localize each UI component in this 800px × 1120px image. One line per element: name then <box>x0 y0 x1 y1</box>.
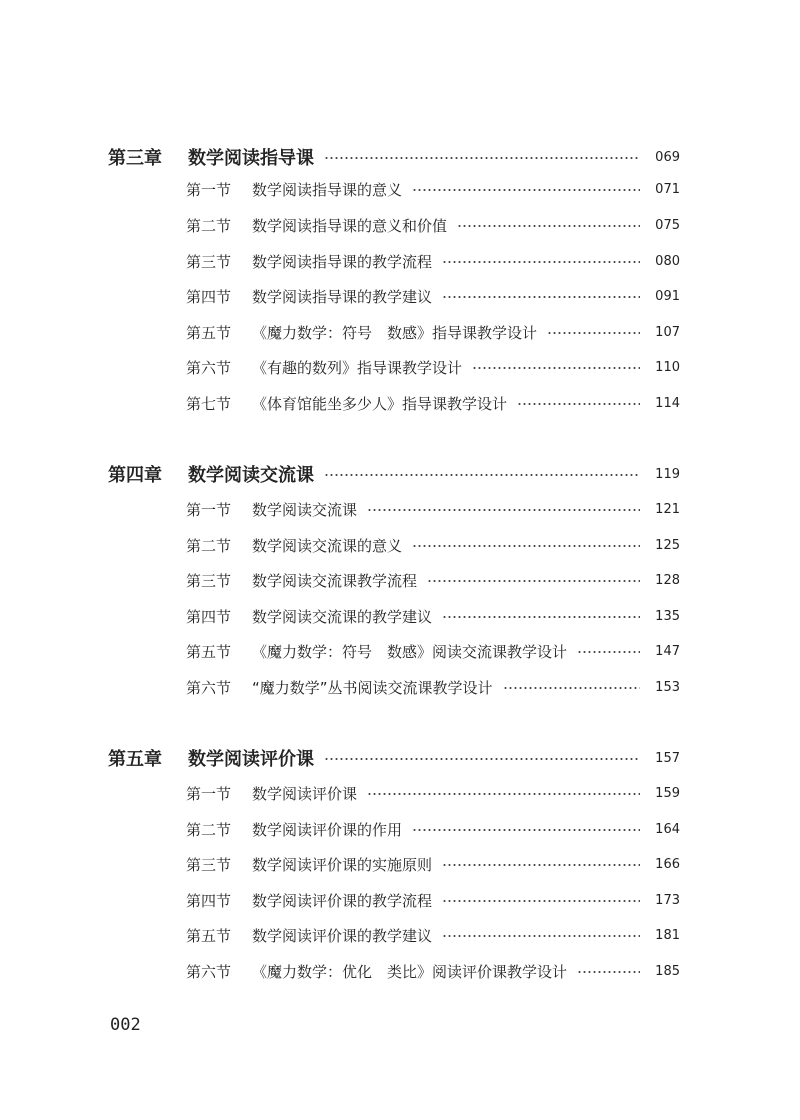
section-row <box>186 780 680 806</box>
section-title: 数学阅读指导课的意义 <box>252 180 403 199</box>
section-row <box>186 851 680 877</box>
section-number: 第一节 <box>186 180 232 199</box>
section-row <box>186 283 680 309</box>
dot-leader <box>427 575 640 585</box>
dot-leader <box>442 930 640 940</box>
dot-leader <box>324 753 640 763</box>
section-page: 147 <box>655 643 680 659</box>
dot-leader <box>472 362 640 372</box>
section-title: “魔力数学”丛书阅读交流课教学设计 <box>252 678 493 697</box>
chapter-row <box>108 461 680 487</box>
section-title: 数学阅读交流课的意义 <box>252 536 403 555</box>
section-row <box>186 674 680 700</box>
section-page: 110 <box>655 359 680 375</box>
section-page: 135 <box>655 608 680 624</box>
section-page: 125 <box>655 537 680 553</box>
section-row <box>186 638 680 664</box>
section-number: 第二节 <box>186 216 232 235</box>
section-number: 第六节 <box>186 962 232 981</box>
section-number: 第四节 <box>186 607 232 626</box>
chapter-title: 数学阅读指导课 <box>188 148 314 169</box>
section-title: 数学阅读指导课的意义和价值 <box>252 216 448 235</box>
dot-leader <box>442 291 640 301</box>
chapter-page: 119 <box>655 466 680 482</box>
section-number: 第七节 <box>186 394 232 413</box>
section-row <box>186 887 680 913</box>
section-title: 数学阅读评价课 <box>252 784 358 803</box>
section-row <box>186 496 680 522</box>
chapter-page: 069 <box>655 149 680 165</box>
section-title: 数学阅读评价课的教学建议 <box>252 926 433 945</box>
section-title: 《魔力数学：优化 类比》阅读评价课教学设计 <box>252 962 568 981</box>
section-number: 第六节 <box>186 678 232 697</box>
section-page: 121 <box>655 501 680 517</box>
section-number: 第三节 <box>186 252 232 271</box>
section-page: 114 <box>655 395 680 411</box>
section-number: 第一节 <box>186 784 232 803</box>
section-title: 数学阅读指导课的教学流程 <box>252 252 433 271</box>
section-title: 《魔力数学：符号 数感》指导课教学设计 <box>252 323 538 342</box>
chapter-page: 157 <box>655 750 680 766</box>
chapter-title: 数学阅读交流课 <box>188 465 314 486</box>
section-page: 153 <box>655 679 680 695</box>
section-row <box>186 319 680 345</box>
dot-leader <box>367 504 640 514</box>
dot-leader <box>442 859 640 869</box>
section-page: 075 <box>655 217 680 233</box>
section-title: 数学阅读评价课的教学流程 <box>252 891 433 910</box>
section-number: 第四节 <box>186 287 232 306</box>
section-title: 《体育馆能坐多少人》指导课教学设计 <box>252 394 508 413</box>
section-title: 数学阅读交流课 <box>252 500 358 519</box>
section-row <box>186 212 680 238</box>
dot-leader <box>442 895 640 905</box>
section-number: 第二节 <box>186 536 232 555</box>
section-page: 071 <box>655 181 680 197</box>
dot-leader <box>577 646 640 656</box>
section-page: 166 <box>655 856 680 872</box>
section-number: 第一节 <box>186 500 232 519</box>
section-page: 107 <box>655 324 680 340</box>
dot-leader <box>324 152 640 162</box>
chapter-row <box>108 144 680 170</box>
section-number: 第五节 <box>186 926 232 945</box>
section-row <box>186 532 680 558</box>
section-page: 080 <box>655 253 680 269</box>
section-page: 091 <box>655 288 680 304</box>
section-title: 数学阅读评价课的作用 <box>252 820 403 839</box>
section-number: 第五节 <box>186 642 232 661</box>
section-number: 第六节 <box>186 358 232 377</box>
section-number: 第三节 <box>186 571 232 590</box>
section-title: 《有趣的数列》指导课教学设计 <box>252 358 463 377</box>
section-row <box>186 922 680 948</box>
section-title: 数学阅读交流课教学流程 <box>252 571 418 590</box>
section-title: 数学阅读交流课的教学建议 <box>252 607 433 626</box>
chapter-number: 第四章 <box>108 465 162 486</box>
section-row <box>186 248 680 274</box>
section-number: 第五节 <box>186 323 232 342</box>
dot-leader <box>547 327 640 337</box>
dot-leader <box>577 966 640 976</box>
dot-leader <box>442 256 640 266</box>
section-page: 128 <box>655 572 680 588</box>
section-page: 185 <box>655 963 680 979</box>
page-number: 002 <box>110 1015 141 1035</box>
section-title: 《魔力数学：符号 数感》阅读交流课教学设计 <box>252 642 568 661</box>
dot-leader <box>457 220 640 230</box>
dot-leader <box>367 788 640 798</box>
dot-leader <box>324 469 640 479</box>
chapter-title: 数学阅读评价课 <box>188 749 314 770</box>
dot-leader <box>442 611 640 621</box>
section-row <box>186 958 680 984</box>
section-row <box>186 390 680 416</box>
section-title: 数学阅读指导课的教学建议 <box>252 287 433 306</box>
section-number: 第二节 <box>186 820 232 839</box>
dot-leader <box>412 540 640 550</box>
section-row <box>186 816 680 842</box>
dot-leader <box>412 184 640 194</box>
section-page: 164 <box>655 821 680 837</box>
chapter-number: 第五章 <box>108 749 162 770</box>
section-row <box>186 603 680 629</box>
chapter-number: 第三章 <box>108 148 162 169</box>
section-number: 第四节 <box>186 891 232 910</box>
dot-leader <box>503 682 640 692</box>
section-title: 数学阅读评价课的实施原则 <box>252 855 433 874</box>
section-row <box>186 567 680 593</box>
section-page: 159 <box>655 785 680 801</box>
section-page: 181 <box>655 927 680 943</box>
section-number: 第三节 <box>186 855 232 874</box>
dot-leader <box>412 824 640 834</box>
dot-leader <box>517 398 640 408</box>
section-row <box>186 354 680 380</box>
section-row <box>186 176 680 202</box>
section-page: 173 <box>655 892 680 908</box>
chapter-row <box>108 745 680 771</box>
